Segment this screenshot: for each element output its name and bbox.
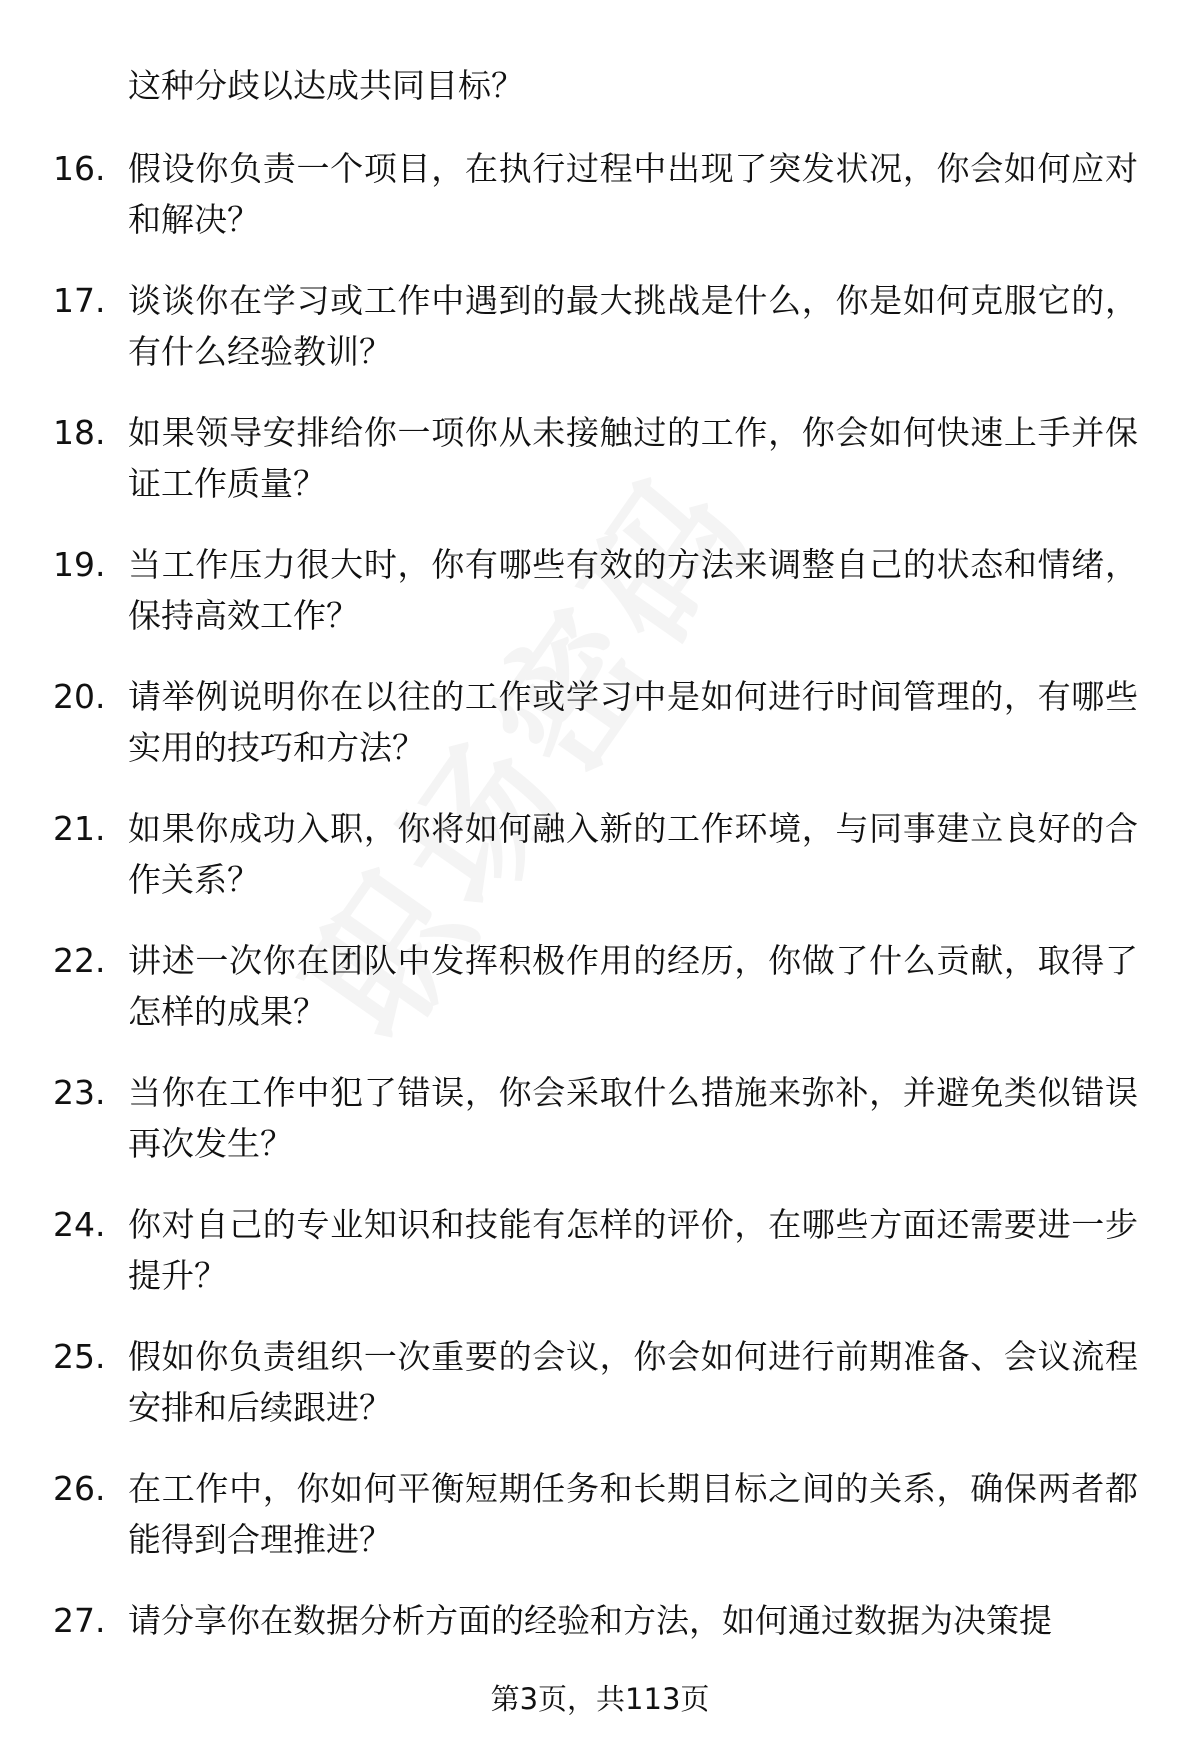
question-text: 讲述一次你在团队中发挥积极作用的经历，你做了什么贡献，取得了怎样的成果？ [128,941,1138,1031]
page-footer: 第3页，共113页 [490,1682,710,1716]
question-item [0,539,1200,671]
question-number: 21. [53,809,106,848]
question-text: 谈谈你在学习或工作中遇到的最大挑战是什么，你是如何克服它的，有什么经验教训？ [128,281,1138,371]
question-text: 当工作压力很大时，你有哪些有效的方法来调整自己的状态和情绪，保持高效工作？ [128,545,1138,635]
question-text: 当你在工作中犯了错误，你会采取什么措施来弥补，并避免类似错误再次发生？ [128,1073,1138,1163]
question-item [0,1463,1200,1595]
question-item [0,803,1200,935]
question-text: 请分享你在数据分析方面的经验和方法，如何通过数据为决策提 [128,1601,1052,1640]
question-number: 16. [53,149,106,188]
continuation-text: 这种分歧以达成共同目标？ [128,66,524,105]
question-item [0,1199,1200,1331]
question-text: 假如你负责组织一次重要的会议，你会如何进行前期准备、会议流程安排和后续跟进？ [128,1337,1138,1427]
question-list [0,143,1200,1727]
question-item [0,935,1200,1067]
question-number: 22. [53,941,106,980]
question-item [0,671,1200,803]
question-text: 请举例说明你在以往的工作或学习中是如何进行时间管理的，有哪些实用的技巧和方法？ [128,677,1138,767]
question-item [0,1067,1200,1199]
question-number: 17. [53,281,106,320]
question-text: 在工作中，你如何平衡短期任务和长期目标之间的关系，确保两者都能得到合理推进？ [128,1469,1138,1559]
question-number: 25. [53,1337,106,1376]
question-item [0,407,1200,539]
question-number: 23. [53,1073,106,1112]
question-item [0,275,1200,407]
question-number: 20. [53,677,106,716]
question-text: 你对自己的专业知识和技能有怎样的评价，在哪些方面还需要进一步提升？ [128,1205,1138,1295]
question-number: 26. [53,1469,106,1508]
question-number: 19. [53,545,106,584]
question-text: 假设你负责一个项目，在执行过程中出现了突发状况，你会如何应对和解决？ [128,149,1138,239]
question-number: 18. [53,413,106,452]
question-number: 27. [53,1601,106,1640]
question-number: 24. [53,1205,106,1244]
question-text: 如果领导安排给你一项你从未接触过的工作，你会如何快速上手并保证工作质量？ [128,413,1138,503]
question-text: 如果你成功入职，你将如何融入新的工作环境，与同事建立良好的合作关系？ [128,809,1138,899]
question-item [0,1331,1200,1463]
question-item [0,143,1200,275]
